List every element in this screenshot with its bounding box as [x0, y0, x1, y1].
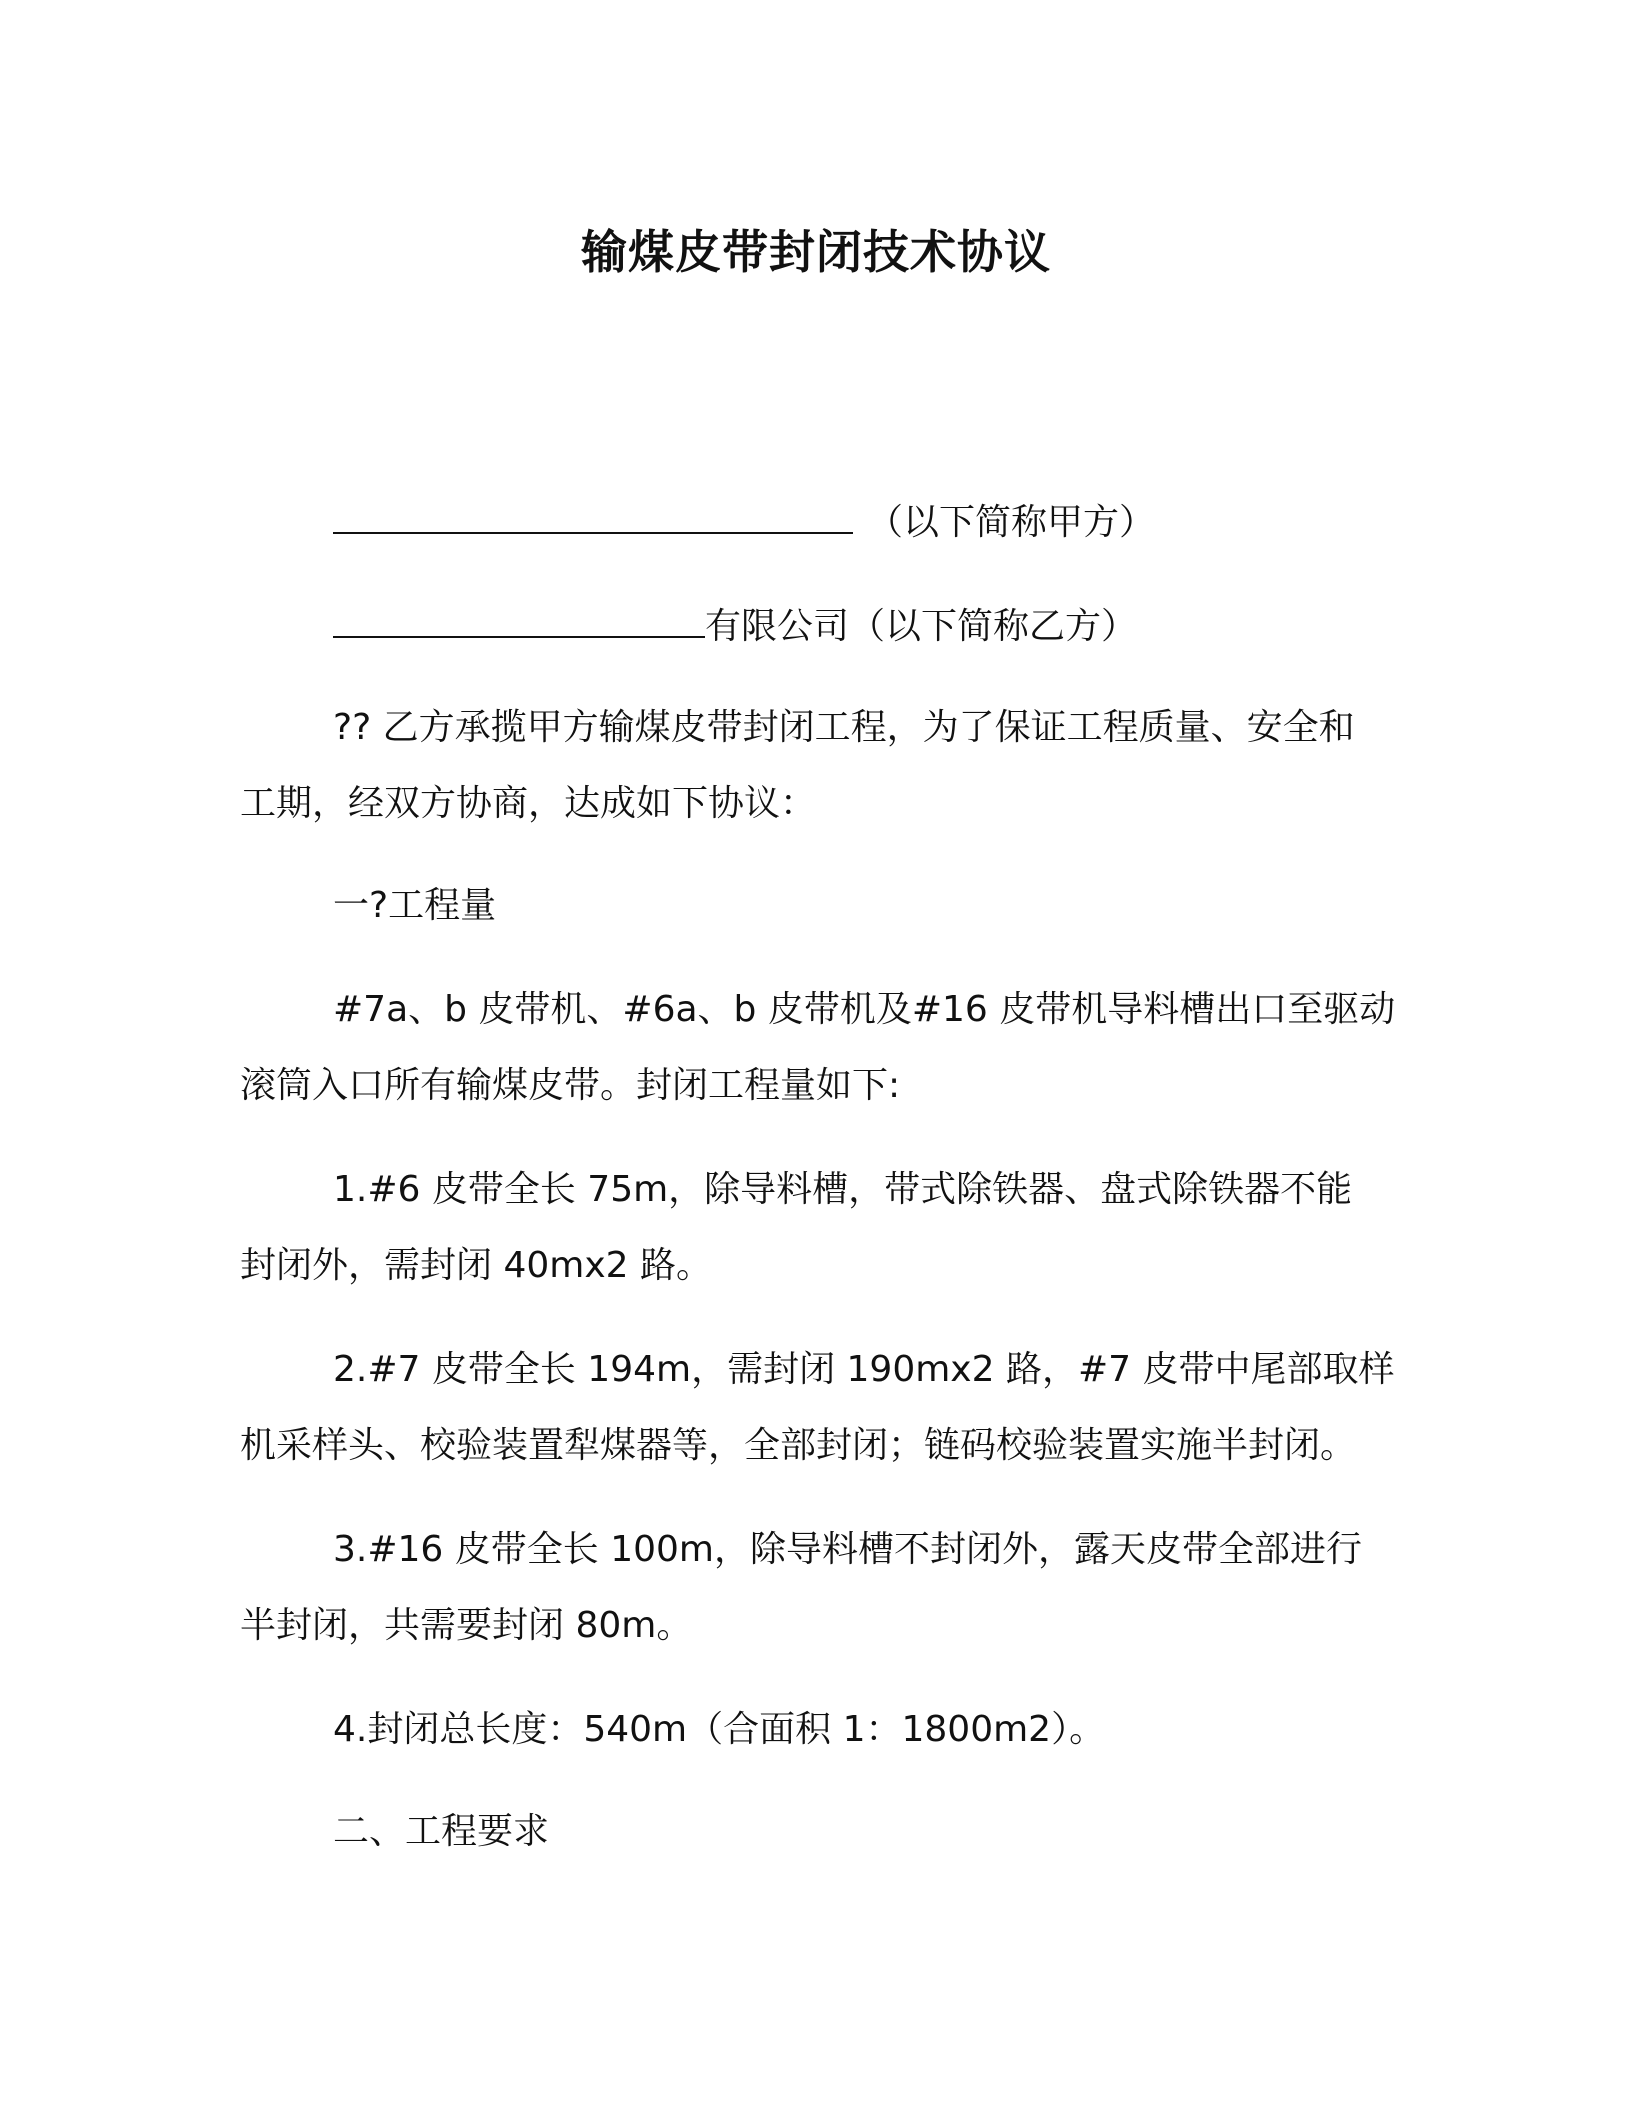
item3-line-1: 3.#16 皮带全长 100m，除导料槽不封闭外，露天皮带全部进行: [333, 1529, 1362, 1570]
party-a-line: [333, 496, 1155, 547]
document-title: 输煤皮带封闭技术协议: [581, 225, 1051, 279]
item1-line-2: 封闭外，需封闭 40mx2 路。: [240, 1245, 712, 1286]
item1-line-1: 1.#6 皮带全长 75m，除导料槽，带式除铁器、盘式除铁器不能: [333, 1169, 1353, 1210]
party-a-suffix: （以下简称甲方）: [867, 502, 1156, 543]
intro-line-1: ?? 乙方承揽甲方输煤皮带封闭工程，为了保证工程质量、安全和: [333, 707, 1355, 748]
item2-line-1: 2.#7 皮带全长 194m，需封闭 190mx2 路，#7 皮带中尾部取样: [333, 1349, 1395, 1390]
party-b-blank[interactable]: [333, 600, 705, 638]
item2-line-2: 机采样头、校验装置犁煤器等，全部封闭；链码校验装置实施半封闭。: [240, 1425, 1357, 1466]
section2-heading: 二、工程要求: [333, 1811, 550, 1852]
section1-heading: 一?工程量: [333, 885, 497, 926]
section1-para-line-2: 滚筒入口所有输煤皮带。封闭工程量如下:: [240, 1065, 901, 1106]
item4-line: 4.封闭总长度：540m（合面积 1：1800m2）。: [333, 1709, 1106, 1750]
party-a-blank[interactable]: [333, 496, 853, 534]
intro-line-2: 工期，经双方协商，达成如下协议：: [240, 783, 817, 824]
party-b-suffix: 有限公司（以下简称乙方）: [705, 606, 1138, 647]
party-b-line: [333, 600, 1137, 651]
section1-para-line-1: #7a、b 皮带机、#6a、b 皮带机及#16 皮带机导料槽出口至驱动: [333, 989, 1396, 1030]
item3-line-2: 半封闭，共需要封闭 80m。: [240, 1605, 693, 1646]
